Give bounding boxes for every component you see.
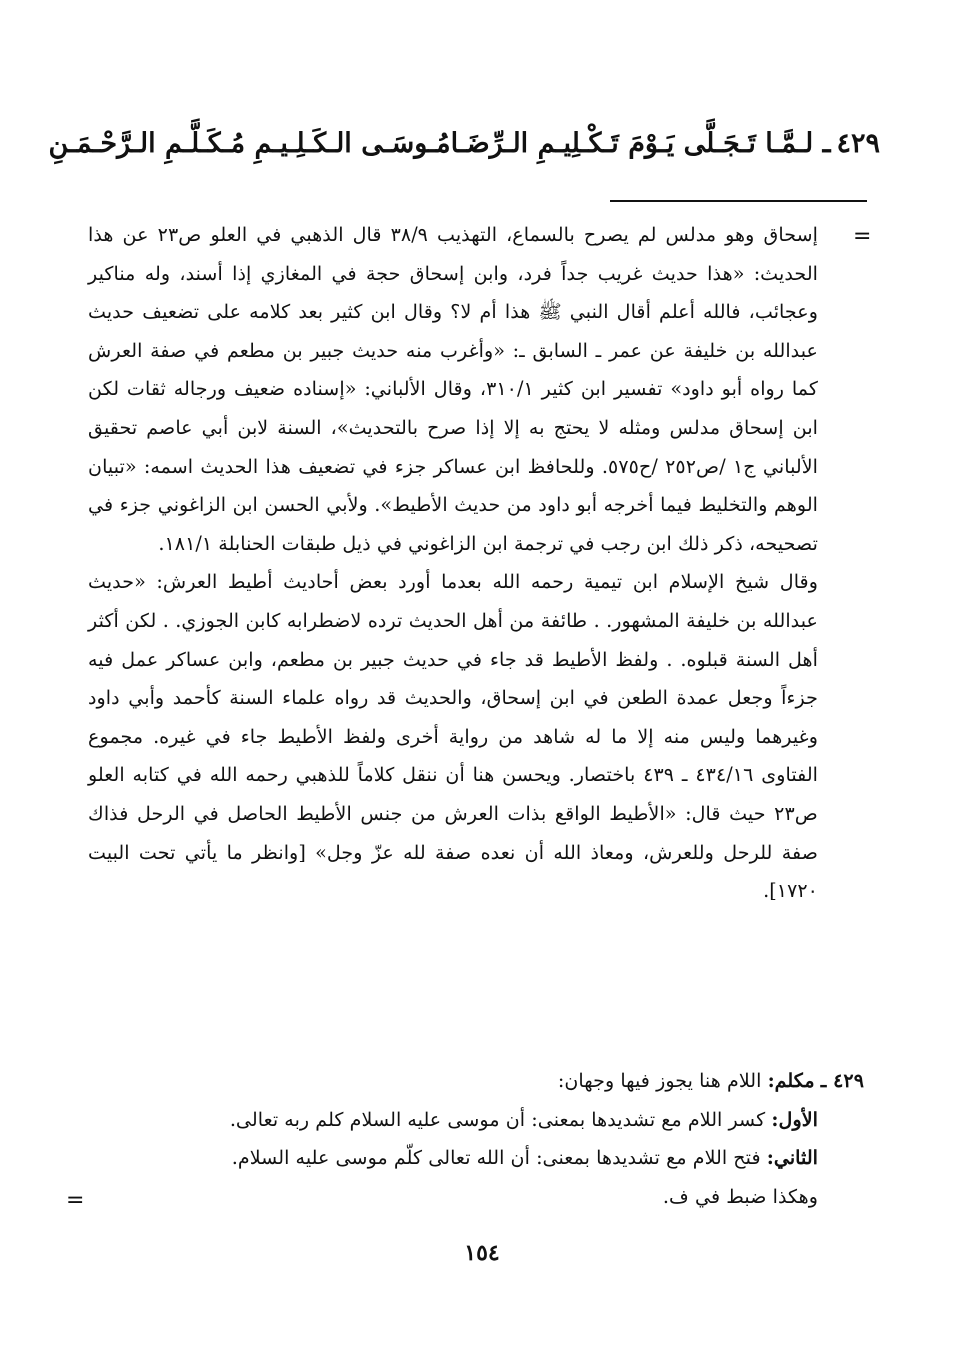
entry-term: مكلم: [767, 1069, 815, 1092]
entry-number: ٤٢٩ ـ [820, 1069, 864, 1092]
first-option-text: كسر اللام مع تشديدها بمعنى: أن موسى عليه السلام كلم ربه تعالى. [229, 1107, 766, 1131]
footnote-paragraph-1: إسحاق وهو مدلس لم يصرح بالسماع، التهذيب ٣٨/٩ قال الذهبي في العلو ص٢٣ عن هذا الحديث: «هذا حديث غريب جداً فرد، وابن إسحاق حجة في المغازي إذا أسند، وله مناكير وعجائب، فالله أعلم أقال النبي ﷺ هذا أم لا؟ وقال ابن كثير بعد كلامه على تضعيف حديث عبدالله بن خليفة عن عمر ـ السابق ـ: «وأغرب منه حديث جبير بن مطعم في صفة العرش كما رواه أبو داود» تفسير ابن كثير ٣١٠/١، وقال الألباني: «إسناده ضعيف ورجاله ثقات لكن ابن إسحاق مدلس ومثله لا يحتج به إلا إذا صرح بالتحديث»، السنة لابن أبي عاصم تحقيق الألباني ج١ /ص٢٥٢ /ح٥٧٥. وللحافظ ابن عساكر جزء في تضعيف هذا الحديث اسمه: «تبيان الوهم والتخليط فيما أخرجه أبو داود من حديث الأطيط». ولأبي الحسن ابن الزاغوني جزء في تصحيحه، ذكر ذلك ابن رجب في ترجمة ابن الزاغوني في ذيل طبقات الحنابلة ١٨١/١. [88, 223, 819, 555]
hemistich-right: ـ لـمَّـا تَـجَـلَّى يَـوْمَ تَـكْـلِيـمِ الـرِّضَـا [450, 128, 831, 159]
verse-number: ٤٢٩ [836, 128, 880, 159]
entry-first-option [88, 1101, 818, 1140]
footnote-paragraph-2: وقال شيخ الإسلام ابن تيمية رحمه الله بعدما أورد بعض أحاديث أطيط العرش: «حديث عبدالله بن خليفة المشهور. . طائفة من أهل الحديث ترده لاضطرابه كابن الجوزي. . لكن أكثر أهل السنة قبلوه. . ولفظ الأطيط قد جاء في حديث جبير بن مطعم، وابن عساكر عمل فيه جزءاً وجعل عمدة الطعن في ابن إسحاق، والحديث قد رواه علماء السنة كأحمد وأبي داود وغيرهما وليس منه إلا ما له شاهد من رواية أخرى ولفظ الأطيط جاء في غيره. مجموع الفتاوى ٤٣٤/١٦ ـ ٤٣٩ باختصار. ويحسن هنا أن ننقل كلاماً للذهبي رحمه الله في كتابه العلو ص٢٣ حيث قال: «الأطيط الواقع بذات العرش من جنس الأطيط الحاصل في الرحل فذاك صفة للرحل وللعرش، ومعاذ الله أن نعده صفة لله عزّ وجل» [وانظر ما يأتي تحت البيت ١٧٢٠]. [88, 570, 818, 903]
second-option-text: فتح اللام مع تشديدها بمعنى: أن الله تعالى كلّم موسى عليه السلام. [231, 1146, 761, 1170]
verse-first-hemistich [451, 128, 880, 159]
poem-verse-header [48, 128, 880, 159]
entry-closing-line: وهكذا ضبط في ف. [662, 1184, 818, 1208]
commentary-entry [88, 1062, 864, 1216]
hemistich-left: مُـوسَـى الـكَـلِـيـمِ مُـكَـلَّـمِ الـرَّحْـمَـنِ [48, 128, 451, 159]
entry-second-option [88, 1139, 818, 1178]
continuation-marker-top: = [853, 224, 872, 249]
footnote-block [88, 216, 818, 911]
footnote-separator-rule [610, 200, 867, 202]
first-option-label: الأول: [771, 1107, 818, 1131]
entry-heading-line [88, 1062, 864, 1101]
entry-intro: اللام هنا يجوز فيها وجهان: [557, 1069, 762, 1092]
continuation-marker-bottom: = [66, 1188, 85, 1213]
second-option-label: الثاني: [766, 1146, 818, 1170]
page-number: ١٥٤ [464, 1240, 500, 1266]
